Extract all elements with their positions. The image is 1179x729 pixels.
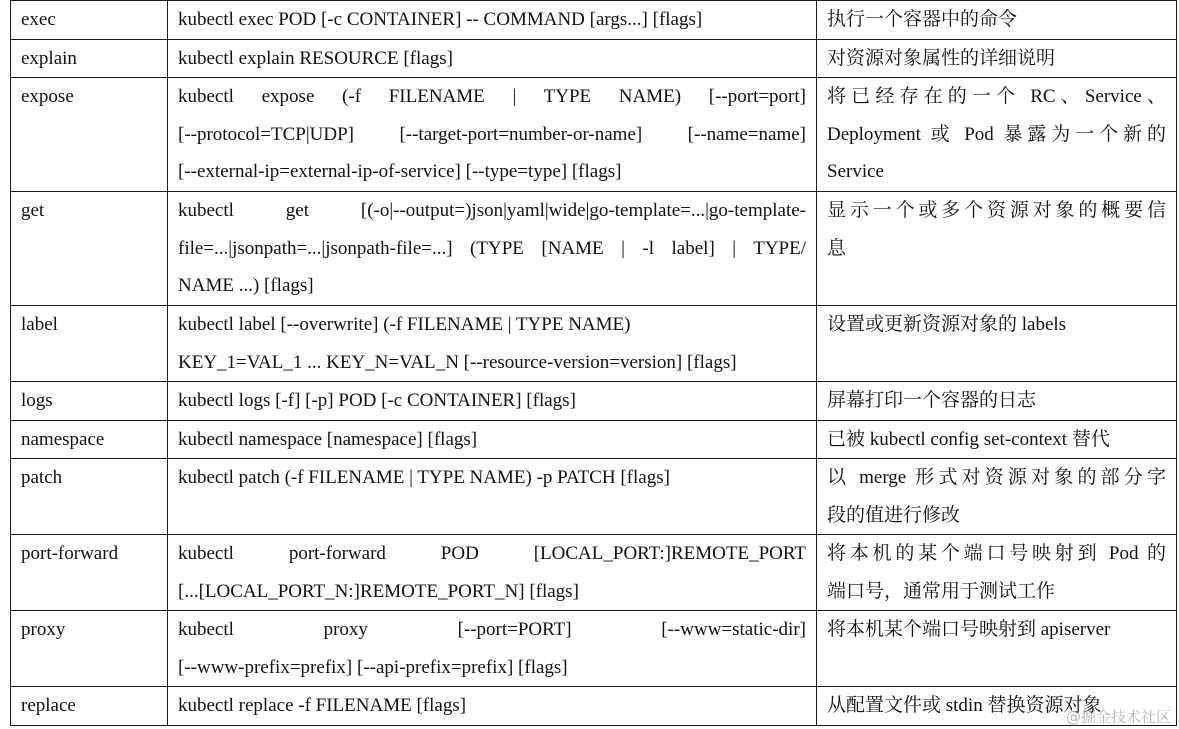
command-syntax-cell <box>168 192 817 306</box>
kubectl-command-table <box>10 0 1177 726</box>
table-row <box>11 306 1177 382</box>
syntax-line: kubectl expose (-f FILENAME | TYPE NAME) [--port=port] <box>178 86 806 107</box>
command-desc-cell <box>817 78 1177 192</box>
command-name-cell <box>11 39 168 78</box>
command-syntax-cell <box>168 382 817 421</box>
command-name-cell <box>11 192 168 306</box>
syntax-line: kubectl port-forward POD [LOCAL_PORT:]REMOTE_PORT <box>178 543 806 564</box>
command-desc-cell <box>817 420 1177 459</box>
watermark: @掘金技术社区 <box>1065 708 1171 726</box>
command-syntax-cell <box>168 459 817 535</box>
command-name-cell <box>11 687 168 726</box>
command-desc-cell <box>817 1 1177 40</box>
desc-line: 设置或更新资源对象的 labels <box>827 314 1067 335</box>
syntax-line: [--protocol=TCP|UDP] [--target-port=number-or-name] [--name=name] <box>178 123 806 145</box>
command-name-cell <box>11 420 168 459</box>
command-syntax-cell <box>168 39 817 78</box>
syntax-line: kubectl exec POD [-c CONTAINER] -- COMMAND [args...] [flags] <box>178 9 703 30</box>
syntax-line: [--www-prefix=prefix] [--api-prefix=prefix] [flags] <box>178 656 568 678</box>
syntax-line: KEY_1=VAL_1 ... KEY_N=VAL_N [--resource-version=version] [flags] <box>178 351 737 373</box>
command-desc-cell <box>817 611 1177 687</box>
command-desc-cell <box>817 535 1177 611</box>
table-body <box>11 1 1177 726</box>
command-name: patch <box>21 467 63 488</box>
syntax-line: kubectl proxy [--port=PORT] [--www=static-dir] <box>178 619 806 640</box>
command-name: expose <box>21 86 74 107</box>
command-name: replace <box>21 695 76 716</box>
command-name-cell <box>11 459 168 535</box>
command-syntax-cell <box>168 78 817 192</box>
command-syntax-cell <box>168 1 817 40</box>
command-desc-cell <box>817 306 1177 382</box>
command-desc-cell <box>817 192 1177 306</box>
table-row <box>11 1 1177 40</box>
command-syntax-cell <box>168 535 817 611</box>
command-name-cell <box>11 535 168 611</box>
command-name-cell <box>11 1 168 40</box>
syntax-line: kubectl label [--overwrite] (-f FILENAME | TYPE NAME) <box>178 314 631 335</box>
command-name-cell <box>11 78 168 192</box>
desc-line: 屏幕打印一个容器的日志 <box>827 390 1037 411</box>
command-name-cell <box>11 382 168 421</box>
table-row <box>11 459 1177 535</box>
desc-line: 将本机的某个端口号映射到 Pod 的 <box>827 543 1166 564</box>
command-name: port-forward <box>21 543 119 564</box>
command-syntax-cell <box>168 611 817 687</box>
desc-line: 从配置文件或 stdin 替换资源对象 <box>827 695 1102 716</box>
syntax-line: NAME ...) [flags] <box>178 275 314 296</box>
command-name: get <box>21 200 45 221</box>
syntax-line: kubectl patch (-f FILENAME | TYPE NAME) -p PATCH [flags] <box>178 467 670 488</box>
syntax-line: kubectl explain RESOURCE [flags] <box>178 47 453 69</box>
desc-line: 执行一个容器中的命令 <box>827 9 1018 30</box>
command-name: explain <box>21 47 77 69</box>
desc-line: 以 merge 形式对资源对象的部分字 <box>827 467 1166 488</box>
command-name: exec <box>21 9 56 30</box>
command-desc-cell <box>817 459 1177 535</box>
command-syntax-cell <box>168 306 817 382</box>
command-name: namespace <box>21 428 105 450</box>
syntax-line: kubectl logs [-f] [-p] POD [-c CONTAINER] [flags] <box>178 390 576 411</box>
desc-line: Deployment 或 Pod 暴露为一个新的 <box>827 123 1166 145</box>
command-desc-cell <box>817 39 1177 78</box>
desc-line: 将已经存在的一个 RC、Service、 <box>827 86 1166 107</box>
desc-line: 将本机某个端口号映射到 apiserver <box>827 619 1111 640</box>
desc-line: 对资源对象属性的详细说明 <box>827 47 1056 69</box>
command-name: logs <box>21 390 53 411</box>
syntax-line: kubectl replace -f FILENAME [flags] <box>178 695 467 716</box>
syntax-line: file=...|jsonpath=...|jsonpath-file=...] (TYPE [NAME | -l label] | TYPE/ <box>178 237 806 259</box>
desc-line: 息 <box>827 237 847 259</box>
table-row <box>11 192 1177 306</box>
syntax-line: kubectl get [(-o|--output=)json|yaml|wide|go-template=...|go-template- <box>178 200 806 221</box>
table-row <box>11 78 1177 192</box>
syntax-line: [--external-ip=external-ip-of-service] [--type=type] [flags] <box>178 161 622 182</box>
command-name: label <box>21 314 58 335</box>
command-name-cell <box>11 306 168 382</box>
table-row <box>11 420 1177 459</box>
command-name-cell <box>11 611 168 687</box>
table-row <box>11 611 1177 687</box>
command-syntax-cell <box>168 420 817 459</box>
desc-line: Service <box>827 161 884 182</box>
command-desc-cell <box>817 382 1177 421</box>
table-row <box>11 39 1177 78</box>
desc-line: 已被 kubectl config set-context 替代 <box>827 428 1110 450</box>
command-syntax-cell <box>168 687 817 726</box>
command-name: proxy <box>21 619 66 640</box>
desc-line: 段的值进行修改 <box>827 504 961 526</box>
desc-line: 显示一个或多个资源对象的概要信 <box>827 200 1166 221</box>
table-row <box>11 535 1177 611</box>
desc-line: 端口号，通常用于测试工作 <box>827 580 1056 602</box>
syntax-line: kubectl namespace [namespace] [flags] <box>178 428 478 450</box>
syntax-line: [...[LOCAL_PORT_N:]REMOTE_PORT_N] [flags] <box>178 580 579 602</box>
table-row <box>11 382 1177 421</box>
table-row <box>11 687 1177 726</box>
